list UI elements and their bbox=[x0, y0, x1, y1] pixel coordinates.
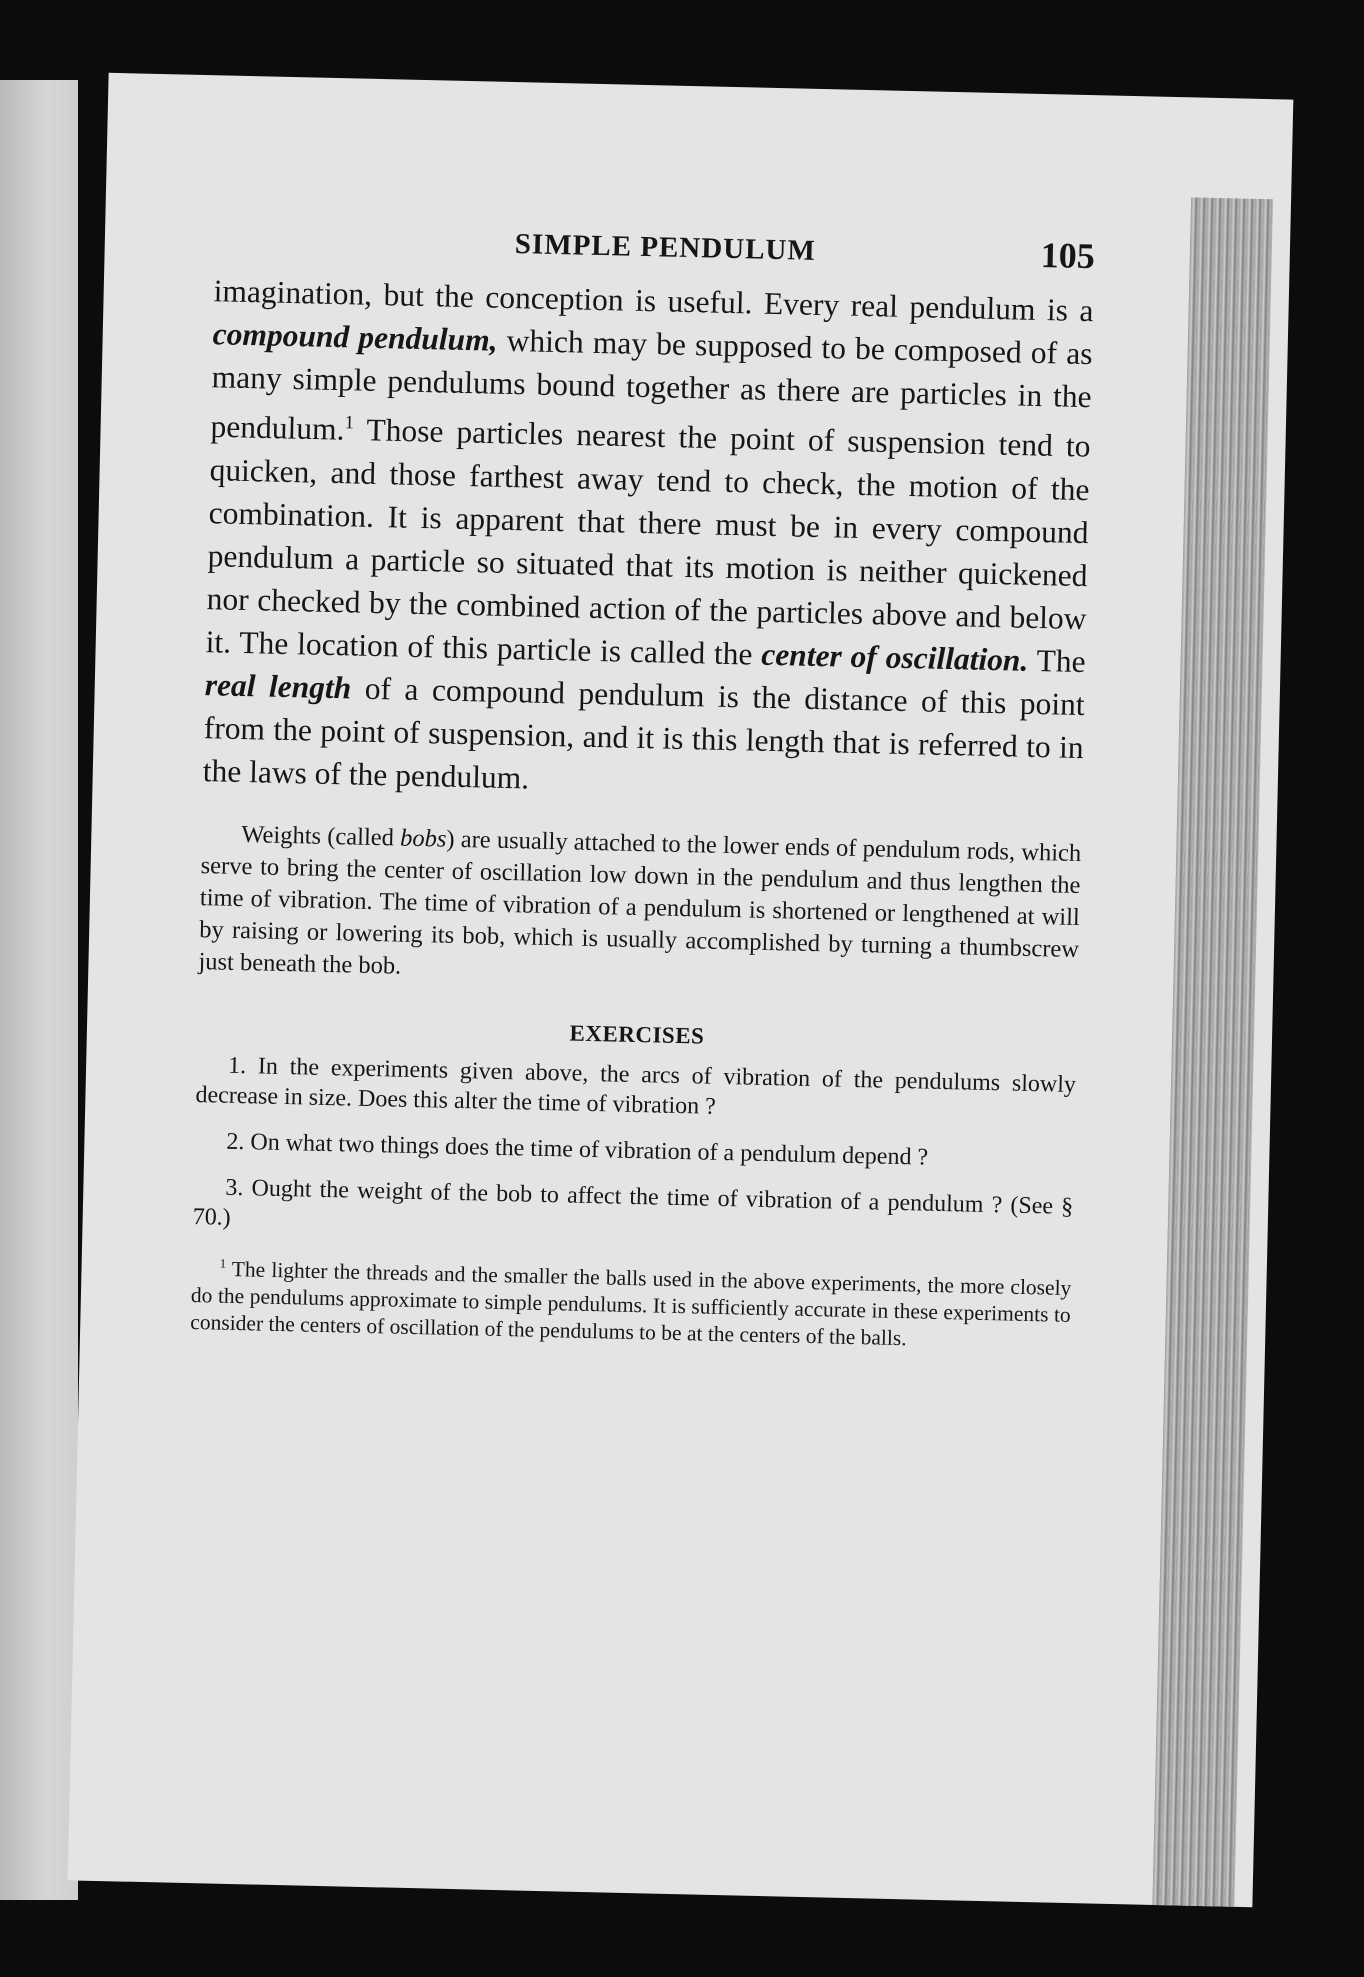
term-bobs: bobs bbox=[399, 824, 447, 853]
term-real-length: real length bbox=[204, 666, 352, 705]
facing-page-edge bbox=[0, 80, 78, 1900]
exercise-item-3: 3. Ought the weight of the bob to affect the time of vibration of a pendulum ? (See § 70.) bbox=[192, 1174, 1074, 1231]
note-text-2: ) are usually attached to the lower ends of pendulum rods, which serve to bring the center of oscillation low down in the pendulum and thus lengthen the time of vibration. The time of vibration of a pendulum is shortened or lengthened at will by raising or lowering its bob, which is usually accomplished by turning a thumbscrew just beneath the bob. bbox=[198, 825, 1082, 980]
main-text-4: The bbox=[1027, 642, 1086, 679]
exercises-heading: EXERCISES bbox=[569, 1019, 705, 1049]
book-page bbox=[68, 73, 1294, 1907]
term-center-of-oscillation: center of oscillation. bbox=[760, 636, 1029, 678]
footnote-marker: 1 bbox=[344, 412, 355, 434]
footnote-number: 1 bbox=[219, 1256, 227, 1271]
exercise-item-1: 1. In the experiments given above, the arcs of vibration of the pendulums slowly decrease in size. Does this alter the time of vibration ? bbox=[195, 1052, 1077, 1120]
page-header bbox=[214, 215, 1095, 279]
exercise-item-2: 2. On what two things does the time of vibration of a pendulum depend ? bbox=[226, 1128, 929, 1171]
main-text-2: which may be supposed to be composed of as many simple pendulums bound together as there are particles in the pendulum. bbox=[210, 322, 1093, 447]
page-content bbox=[190, 215, 1095, 1355]
note-text-1: Weights (called bbox=[241, 820, 401, 852]
page-stack-edge bbox=[1151, 197, 1273, 1907]
main-text-5: of a compound pendulum is the distance of this point from the point of suspension, and it is this length that is referred to in the laws of the pendulum. bbox=[202, 669, 1085, 796]
main-text-3: Those particles nearest the point of suspension tend to quicken, and those farthest away tend to check, the motion of the combination. It is apparent that there must be in every compound pendulum a particle so situated that its motion is neither quickened nor checked by the combined action of the particles above and below it. The location of this particle is called the bbox=[205, 411, 1091, 672]
main-paragraph bbox=[202, 269, 1094, 811]
note-paragraph bbox=[198, 818, 1081, 998]
footnote-text: The lighter the threads and the smaller the balls used in the above experiments, the more closely do the pendulums approximate to simple pendulums. It is sufficiently accurate in these experiments to consider the centers of oscillation of the pendulums to be at the centers of the balls. bbox=[190, 1256, 1072, 1350]
footnote bbox=[190, 1249, 1072, 1355]
running-head: SIMPLE PENDULUM bbox=[514, 228, 817, 267]
term-compound-pendulum: compound pendulum, bbox=[212, 316, 498, 358]
main-text-1: imagination, but the conception is useful. Every real pendulum is a bbox=[213, 273, 1094, 329]
page-number: 105 bbox=[1040, 234, 1096, 277]
